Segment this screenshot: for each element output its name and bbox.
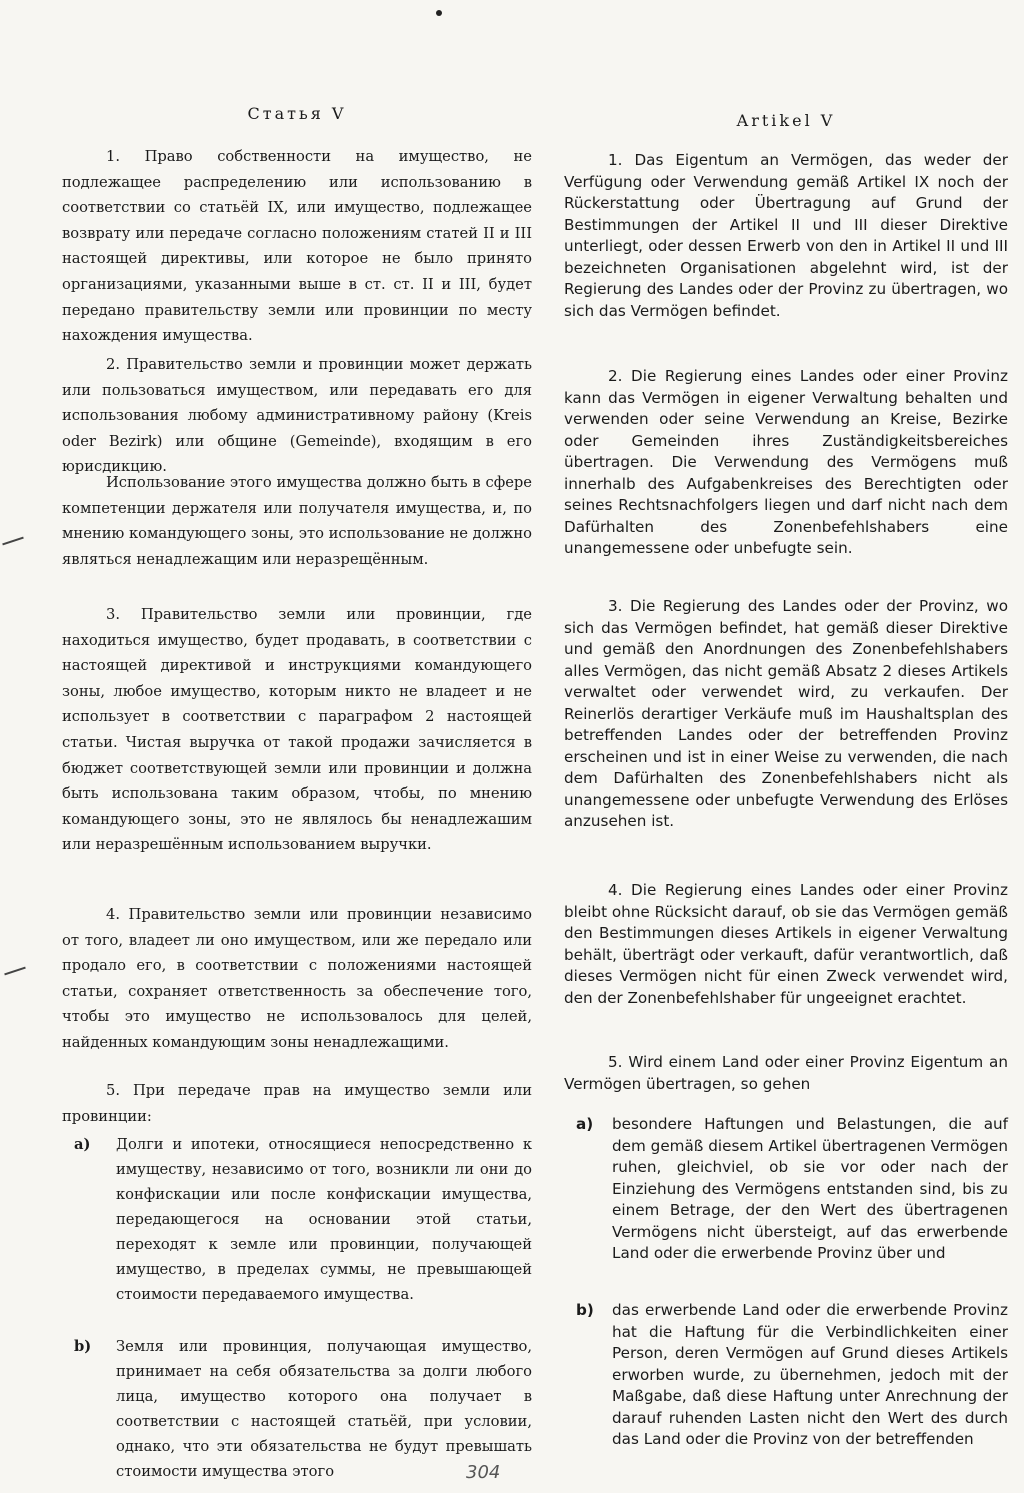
de-paragraph-1: 1. Das Eigentum an Vermögen, das weder der Verfügung oder Verwendung gemäß Artikel IX noch der Rückerstattung oder Übertragung auf Grund der Bestimmungen der Artikel II und III dieser Direktive unterliegt, oder dessen Erwerb von den in Artikel II und III bezeichneten Organisationen abgelehnt wird, ist der Regierung des Landes oder der Provinz zu übertragen, wo sich das Vermögen befindet. [564,151,1008,320]
de-paragraph-3: 3. Die Regierung des Landes oder der Provinz, wo sich das Vermögen befindet, hat gemäß dieser Direktive und gemäß den Anordnungen des Zonenbefehlshabers alles Vermögen, das nicht gemäß Absatz 2 dieses Artikels verwaltet oder verwendet wird, zu verkaufen. Der Reinerlös derartiger Verkäufe muß im Haushaltsplan des betreffenden Landes oder der betreffenden Provinz erscheinen und ist in einer Weise zu verwenden, die nach dem Dafürhalten des Zonenbefehlshabers nicht als unangemessene oder unbefugte Verwendung des Erlöses anzusehen ist. [564,597,1008,830]
de-paragraph-5: 5. Wird einem Land oder einer Provinz Eigentum an Vermögen übertragen, so gehen [564,1053,1008,1093]
ru-paragraph-2b: Использование этого имущества должно быть в сфере компетенции держателя или получателя имущества, и, по мнению командующего зоны, это использование не должно являться ненадлежащим или неразрещённым. [62,474,532,568]
margin-mark [2,537,24,546]
ru-paragraph-4: 4. Правительство земли или провинции независимо от того, владеет ли оно имуществом, или же передало или продало его, в соответствии с положениями настоящей статьи, сохраняет ответственность за обеспечение того, чтобы это имущество не использовалось для целей, найденных командующим зоны ненадлежащими. [62,906,532,1051]
ru-item-a [62,1132,532,1307]
de-item-a-label: a) [576,1115,594,1133]
de-item-a [564,1114,1008,1265]
de-item-b-label: b) [576,1301,594,1319]
ru-item-b [62,1334,532,1484]
de-item-b-text: das erwerbende Land oder die erwerbende Provinz hat die Haftung für die Verbindlichkeiten einer Person, deren Vermögen auf Grund dieses Artikels erworben wurde, zu übernehmen, jedoch mit der Maßgabe, daß diese Haftung unter Anrechnung der darauf ruhenden Lasten nicht den Wert des durch das Land oder die Provinz von der betreffenden [612,1301,1008,1448]
ru-paragraph-5: 5. При передаче прав на имущество земли или провинции: [62,1082,532,1125]
ru-item-a-text: Долги и ипотеки, относящиеся непосредственно к имуществу, независимо от того, возникли ли они до конфискации или после конфискации имущества, передающегося на основании этой статьи, переходят к земле или провинции, получающей имущество, в пределах суммы, не превышающей стоимости передаваемого имущества. [116,1136,532,1303]
ru-paragraph-3: 3. Правительство земли или провинции, где находиться имущество, будет продавать, в соответствии с настоящей директивой и инструкциями командующего зоны, любое имущество, которым никто не владеет и не использует в соответствии с параграфом 2 настоящей статьи. Чистая выручка от такой продажи зачисляется в бюджет соответствующей земли или провинции и должна быть использована таким образом, чтобы, по мнению командующего зоны, это не являлось бы ненадлежашим или неразрешённым использованием выручки. [62,606,532,854]
de-item-b [564,1300,1008,1451]
ru-item-b-label: b) [74,1338,92,1355]
margin-mark [4,967,26,976]
de-item-a-text: besondere Haftungen und Belastungen, die auf dem gemäß diesem Artikel übertragenen Vermögen ruhen, gleichviel, ob sie vor oder nach der Einziehung des Vermögens entstanden sind, bis zu einem Betrage, der den Wert des übertragenen Vermögens nicht übersteigt, auf das erwerbende Land oder die erwerbende Provinz über und [612,1115,1008,1262]
ru-item-b-text: Земля или провинция, получающая имущество, принимает на себя обязательства за долги любого лица, имущество которого она получает в соответствии с настоящей статьёй, при условии, однако, что эти обязательства не будут превышать стоимости имущества этого [116,1338,532,1480]
german-heading: Artikel V [736,111,836,130]
russian-heading: Статья V [247,104,347,123]
punch-mark [436,10,442,16]
de-paragraph-4: 4. Die Regierung eines Landes oder einer Provinz bleibt ohne Rücksicht darauf, ob sie das Vermögen gemäß den Bestimmungen dieses Artikels in eigener Verwaltung behält, überträgt oder verkauft, dafür verantwortlich, daß dieses Vermögen nicht für einen Zweck verwendet wird, den der Zonenbefehlshaber für ungeeignet erachtet. [564,881,1008,1007]
ru-paragraph-1: 1. Право собственности на имущество, не подлежащее распределению или использованию в соответствии со статьёй IX, или имущество, подлежащее возврату или передаче согласно положениям статей II и III настоящей директивы, или которое не было принято организациями, указанными выше в ст. ст. II и III, будет передано правительству земли или провинции по месту нахождения имущества. [62,148,532,345]
page-number: 304 [466,1462,501,1483]
de-paragraph-2: 2. Die Regierung eines Landes oder einer Provinz kann das Vermögen in eigener Verwaltung behalten und verwenden oder seine Verwendung an Kreise, Bezirke oder Gemeinden ihres Zuständigkeitsbereiches übertragen. Die Verwendung des Vermögens muß innerhalb des Aufgabenkreises des Berechtigten oder seines Rechtsnachfolgers liegen und darf nicht nach dem Dafürhalten des Zonenbefehlshabers eine unangemessene oder unbefugte sein. [564,367,1008,557]
ru-paragraph-2: 2. Правительство земли и провинции может держать или пользоваться имуществом, или передавать его для использования любому административному району (Kreis oder Bezirk) или общине (Gemeinde), входящим в его юрисдикцию. [62,356,532,476]
ru-item-a-label: a) [74,1136,91,1153]
